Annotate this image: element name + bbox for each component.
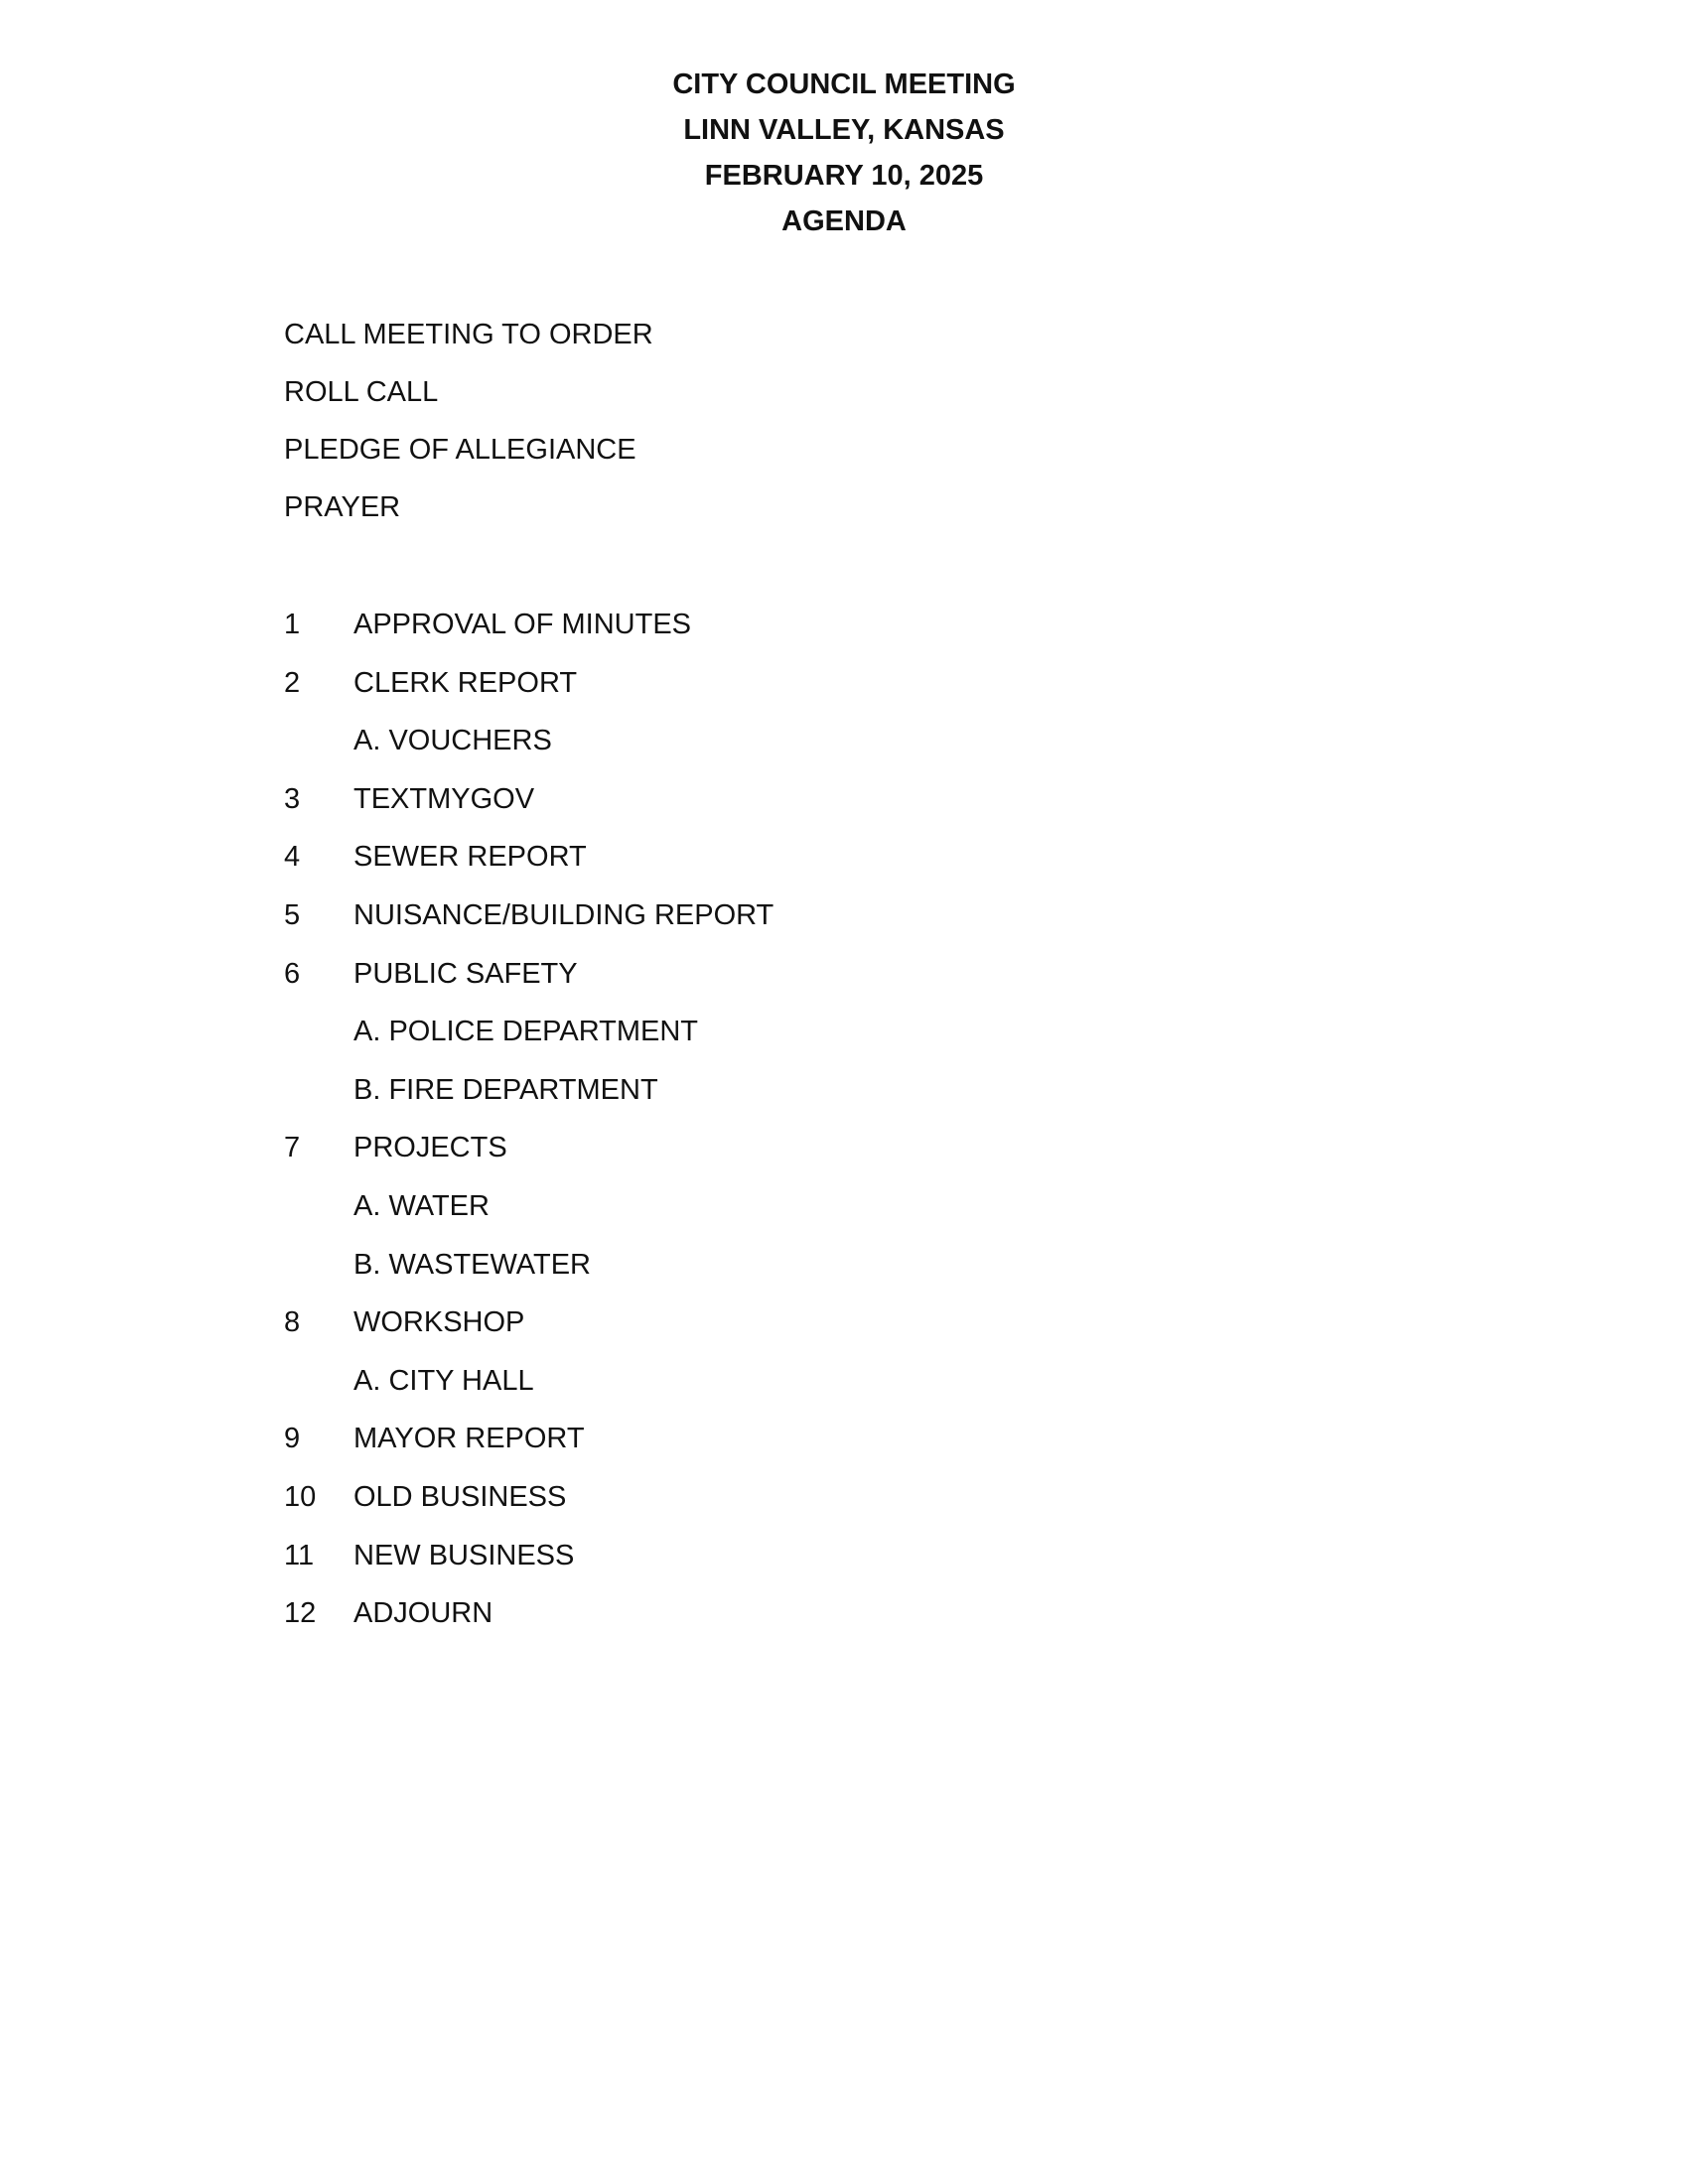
agenda-list [284,596,774,1643]
agenda-subitem [284,1003,774,1061]
agenda-subitem [284,1352,774,1411]
agenda-item-text: NEW BUSINESS [353,1539,575,1571]
agenda-item [284,654,774,713]
agenda-item-text: NUISANCE/BUILDING REPORT [353,898,774,931]
opening-items [284,306,653,536]
document-type: AGENDA [781,205,907,237]
opening-item-call-to-order: CALL MEETING TO ORDER [284,319,653,350]
opening-item-pledge: PLEDGE OF ALLEGIANCE [284,434,636,466]
agenda-item [284,887,774,945]
agenda-item [284,770,774,829]
meeting-title: CITY COUNCIL MEETING [672,68,1016,100]
agenda-subitem [284,1236,774,1295]
agenda-item [284,1584,774,1643]
agenda-subitem-text: B. WASTEWATER [353,1248,591,1281]
agenda-item-text: SEWER REPORT [353,841,587,874]
agenda-item-text: CLERK REPORT [353,666,578,699]
agenda-subitem-text: A. WATER [353,1189,490,1222]
agenda-item-number: 6 [284,957,301,990]
agenda-item-text: APPROVAL OF MINUTES [353,609,691,640]
agenda-item-text: PUBLIC SAFETY [353,957,578,990]
agenda-item-text: ADJOURN [353,1597,493,1630]
agenda-subitem-text: A. VOUCHERS [353,725,552,757]
agenda-item-text: PROJECTS [353,1132,507,1164]
agenda-item-number: 11 [284,1539,315,1571]
agenda-item [284,1294,774,1352]
agenda-item [284,1527,774,1585]
agenda-item-number: 8 [284,1306,301,1339]
agenda-item [284,1410,774,1468]
agenda-item [284,1468,774,1527]
agenda-item [284,828,774,887]
agenda-subitem [284,1061,774,1120]
agenda-item-number: 10 [284,1480,317,1513]
opening-item-prayer: PRAYER [284,491,401,523]
agenda-item-number: 2 [284,666,301,699]
agenda-item-text: OLD BUSINESS [353,1480,567,1513]
agenda-item-number: 3 [284,782,301,815]
agenda-subitem-text: A. POLICE DEPARTMENT [353,1016,698,1048]
meeting-date: FEBRUARY 10, 2025 [704,160,984,192]
opening-item-roll-call: ROLL CALL [284,376,439,408]
city-name: LINN VALLEY, KANSAS [683,114,1005,146]
agenda-item-number: 9 [284,1423,301,1455]
agenda-subitem-text: B. FIRE DEPARTMENT [353,1073,658,1106]
agenda-subitem [284,712,774,770]
agenda-item-text: MAYOR REPORT [353,1423,585,1455]
agenda-subitem [284,1177,774,1236]
agenda-item-number: 1 [284,609,301,640]
agenda-item [284,1119,774,1177]
agenda-item [284,596,774,654]
agenda-item-number: 12 [284,1597,317,1630]
agenda-item-number: 7 [284,1132,301,1164]
agenda-item-text: WORKSHOP [353,1306,525,1339]
document-header [0,62,1688,244]
agenda-subitem-text: A. CITY HALL [353,1364,534,1397]
agenda-item [284,945,774,1004]
agenda-item-number: 5 [284,898,301,931]
agenda-item-number: 4 [284,841,301,874]
agenda-item-text: TEXTMYGOV [353,782,535,815]
